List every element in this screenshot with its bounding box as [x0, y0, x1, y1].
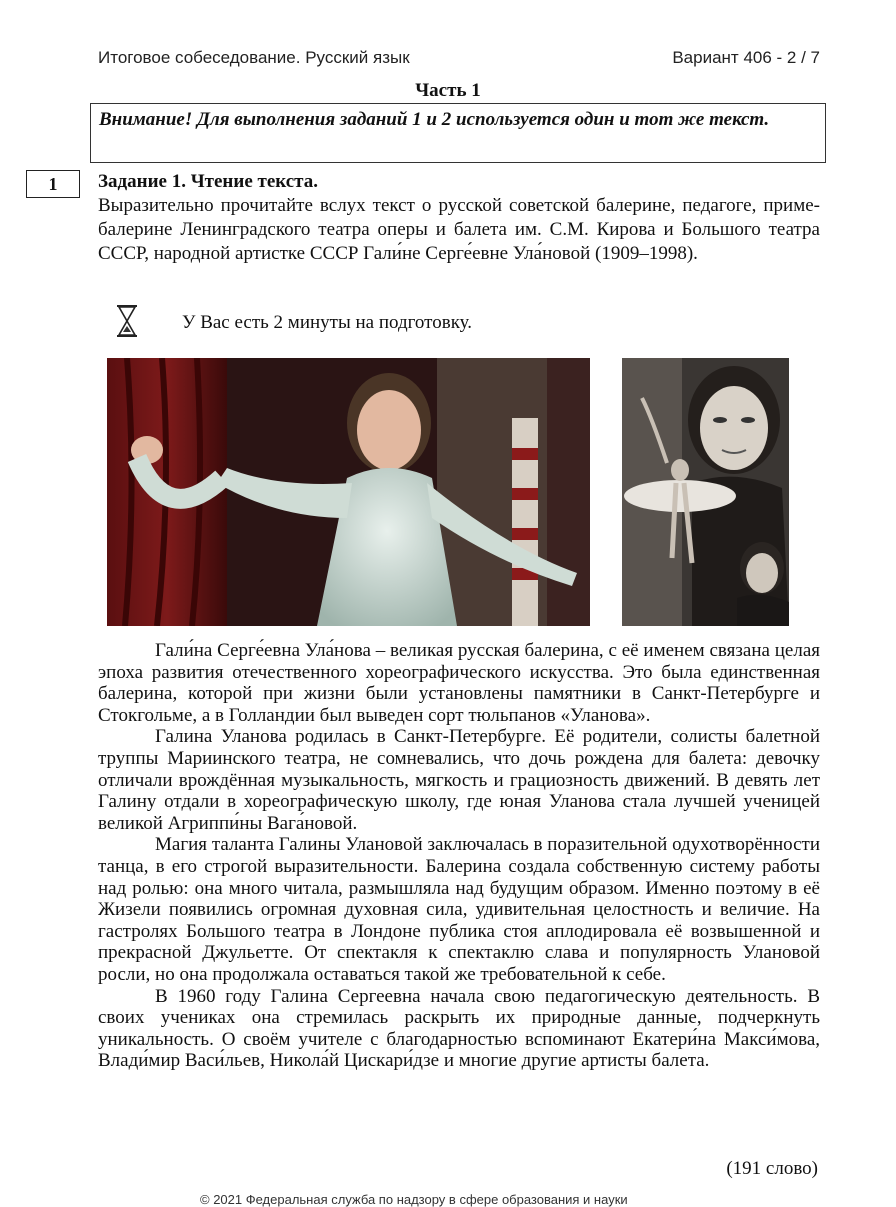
- paragraph-2: Галина Уланова родилась в Санкт-Петербурге. Её родители, солисты балетной труппы Мариинского театра, не сомневались, что дочь рождена для балета: девочку отличали врождённая музыкальность, мягкость и грациозность движений. В девять лет Галину отдали в хореографическую школу, где юная Уланова стала лучшей ученицей великой Агриппи́ны Вага́новой.: [98, 726, 820, 834]
- prep-text: У Вас есть 2 минуты на подготовку.: [182, 312, 473, 333]
- paragraph-4: В 1960 году Галина Сергеевна начала свою педагогическую деятельность. В своих учениках она стремилась раскрыть их природные данные, подчеркнуть уникальность. О своём учителе с благодарностью вспоминают Екатери́на Макси́мова, Влади́мир Васи́льев, Никола́й Цискари́дзе и многие другие артисты балета.: [98, 985, 820, 1072]
- hourglass-icon: [114, 304, 140, 338]
- footer-copyright: © 2021 Федеральная служба по надзору в сфере образования и науки: [200, 1192, 628, 1207]
- variant-label: Вариант 406 - 2 / 7: [672, 48, 820, 67]
- header-title: Итоговое собеседование. Русский язык: [98, 48, 410, 67]
- ulanova-portrait-collage: [622, 358, 789, 626]
- task-description: Выразительно прочитайте вслух текст о русской советской балерине, педагоге, приме-балерине Ленинградского театра оперы и балета им. С.М. Кирова и Большого театра СССР, народной артистке СССР Гали́не Серге́евне Ула́новой (1909–1998).: [98, 195, 820, 264]
- task-number-box: 1: [26, 170, 80, 198]
- paragraph-3: Магия таланта Галины Улановой заключалась в поразительной одухотворённости танца, в его строгой выразительности. Балерина создала собственную систему работы над ролью: она много читала, размышляла над будущим образом. Именно поэтому в её Жизели появились огромная духовная сила, удивительная целостность и величие. На гастролях Большого театра в Лондоне публика стоя аплодировала её возвышенной и прекрасной Джульетте. От спектакля к спектаклю слава и популярность Улановой росли, но она продолжала оставаться такой же требовательной к себе.: [98, 834, 820, 985]
- task-title: Задание 1. Чтение текста.: [98, 171, 318, 192]
- reading-text: [98, 640, 820, 1072]
- paragraph-1: Гали́на Серге́евна Ула́нова – великая русская балерина, с её именем связана целая эпоха развития отечественного хореографического искусства. Это была единственная балерина, которой при жизни были установлены памятники в Санкт-Петербурге и Стокгольме, а в Голландии был выведен сорт тюльпанов «Уланова».: [98, 640, 820, 726]
- task-block: [98, 170, 820, 266]
- word-count: (191 слово): [726, 1158, 818, 1179]
- part-title: Часть 1: [415, 80, 481, 101]
- ulanova-stage-photo: [107, 358, 590, 626]
- attention-box: Внимание! Для выполнения заданий 1 и 2 используется один и тот же текст.: [90, 103, 826, 163]
